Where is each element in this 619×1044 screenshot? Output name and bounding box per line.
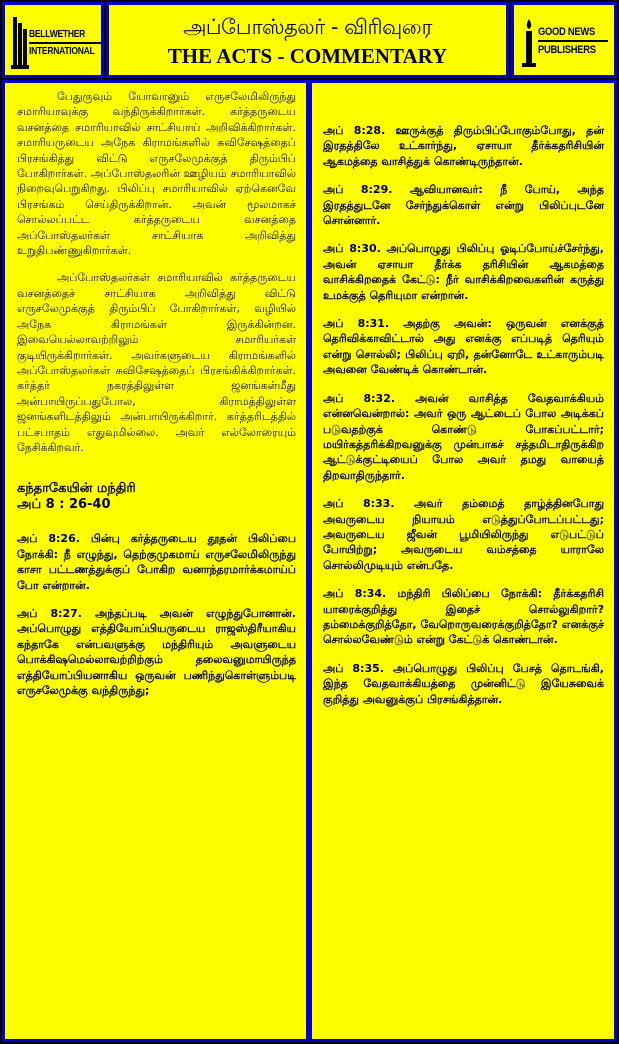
header-title-panel <box>106 2 509 78</box>
logo-rule <box>538 40 608 42</box>
section-title: கந்தாகேயின் மந்திரி <box>17 481 136 497</box>
verse-8-28: அப் 8:28. ஊருக்குத் திரும்பிப்போகும்போது, தன் இரதத்திலே உட்கார்ந்து, ஏசாயா தீர்க்கதரிசியின் ஆகமத்தை வாசித்துக் கொண்டிருந்தான். <box>323 124 604 168</box>
logo-line-1: BELLWETHER <box>29 29 86 40</box>
intro-paragraph-2: அப்போஸ்தலர்கள் சமாரியாவில் கர்த்தருடைய வசனத்தைச் சாட்சியாக அறிவித்து விட்டு எருசலேமுக்குத் திரும்பிப் போகிறார்கள், வழியில் அநேக கிராமங்கள் இருக்கின்றன. இவையெல்லாவற்றிலும் சமாரியர்கள் குடியிருக்கிறார்கள். அவர்களுடைய கிராமங்களில் அப்போஸ்தலர்கள் சுவிசேஷத்தைப் பிரசங்கிக்கிறார்கள். கர்த்தர் நகரத்திலுள்ள ஜனங்கள்மீது அன்பாயிருப்பதுபோல, கிராமத்திலுள்ள ஜனங்களிடத்திலும் அன்பாயிருக்கிறார். கர்த்தரிடத்தில் பட்சபாதம் எதுவுமில்லை. அவர் எல்லோரையும் நேசிக்கிறவர். <box>17 271 296 454</box>
bellwether-logo <box>11 15 101 71</box>
good-news-logo <box>520 15 610 71</box>
building-icon <box>11 15 29 69</box>
verse-8-32: அப் 8:32. அவன் வாசித்த வேதவாக்கியம் என்னவென்றால்: அவர் ஒரு ஆட்டைப் போல அடிக்கப் படுவதற்குக் கொண்டு போகப்பட்டார்; மயிர்கத்தரிக்கிறவனுக்கு முன்பாகச் சத்தமிடாதிருக்கிற ஆட்டுக்குட்டியைப் போல அவர் தமது வாயைத் திறவாதிருந்தார். <box>323 391 604 482</box>
verse-8-27: அப் 8:27. அந்தப்படி அவன் எழுந்துபோனான். அப்பொழுது எத்தியோப்பியருடைய ராஜஸ்திரீயாகிய கந்தாகே என்பவளுக்கு மந்திரியும் அவளுடைய பொக்கிஷமெல்லாவற்றிற்கும் தலைவனுமாயிருந்த எத்தியோப்பியனாகிய ஒருவன் பணிந்துகொள்ளும்படி எருசலேமுக்கு வந்திருந்து; <box>17 606 296 697</box>
logo-line-1: GOOD NEWS <box>538 26 595 38</box>
title-english: THE ACTS - COMMENTARY <box>167 44 448 68</box>
verse-8-31: அப் 8:31. அதற்கு அவன்: ஒருவன் எனக்குத் தெரிவிக்காவிட்டால் அது எனக்கு எப்படித் தெரியும் என்று சொல்லி; பிலிப்பு ஏறி, தன்னோடே உட்காரும்படி அவனை வேண்டிக் கொண்டான். <box>323 317 604 377</box>
section-reference: அப் 8 : 26-40 <box>17 497 111 513</box>
logo-line-2: INTERNATIONAL <box>29 46 95 57</box>
logo-line-2: PUBLISHERS <box>538 44 596 56</box>
verse-8-33: அப் 8:33. அவர் தம்மைத் தாழ்த்தினபோது அவருடைய நியாயம் எடுத்துப்போடப்பட்டது; அவருடைய ஜீவன் பூமியிலிருந்து எடுபட்டுப் போயிற்று; அவருடைய வம்சத்தை யாராலே சொல்லிமுடியும் என்பதே. <box>323 497 604 572</box>
verse-8-29: அப் 8:29. ஆவியானவர்: நீ போய், அந்த இரதத்துடனே சேர்ந்துக்கொள் என்று பிலிப்புடனே சொன்னார். <box>323 183 604 228</box>
left-column <box>2 80 309 1042</box>
bellwether-logo-panel <box>2 2 104 78</box>
verse-8-26: அப் 8:26. பின்பு கர்த்தருடைய தூதன் பிலிப்பை நோக்கி: நீ எழுந்து, தெற்குமுகமாய் எருசலேமிலிருந்து காசா பட்டணத்துக்குப் போகிற வனாந்தரமார்க்கமாய்ப் போ என்றான். <box>17 532 296 592</box>
candle-icon <box>520 15 538 69</box>
logo-rule <box>29 42 101 44</box>
verse-8-34: அப் 8:34. மந்திரி பிலிப்பை நோக்கி: தீர்க்கதரிசி யாரைக்குறித்து இதைச் சொல்லுகிறார்? தம்மைக்குறித்தோ, வேறொருவரைக்குறித்தோ? எனக்குச் சொல்லவேண்டும் என்று கேட்டுக் கொண்டான். <box>323 587 604 647</box>
verse-8-35: அப் 8:35. அப்பொழுது பிலிப்பு பேசத் தொடங்கி, இந்த வேதவாக்கியத்தை முன்னிட்டு இயேசுவைக் குறித்து அவனுக்குப் பிரசங்கித்தான். <box>323 661 604 706</box>
title-tamil: அப்போஸ்தலர் - விரிவுரை <box>183 15 432 39</box>
verse-8-30: அப் 8:30. அப்பொழுது பிலிப்பு ஓடிப்போய்ச்சேர்ந்து, அவன் ஏசாயா தீர்க்க தரிசியின் ஆகமத்தை வாசிக்கிறதைக் கேட்டு: நீர் வாசிக்கிறவைகளின் கருத்து உமக்குத் தெரியுமா என்றான். <box>323 242 604 302</box>
right-column <box>309 80 617 1042</box>
good-news-logo-panel <box>511 2 617 78</box>
intro-paragraph-1: பேதுருவும் யோவானும் எருசலேமிலிருந்து சமாரியாவுக்கு வந்திருக்கிறார்கள். கர்த்தருடைய வசனத்தை சமாரியாவில் சாட்சியாய் அறிவிக்கிறார்கள். சமாரியருடைய அநேக கிராமங்களில் சுவிசேஷத்தைப் பிரசங்கித்து விட்டு எருசலேமுக்குத் திரும்பிப் போகிறார்கள். அப்போஸ்தலரின் ஊழியம் சமாரியாவில் நிறைவுபெறுகிறது. பிலிப்பு சமாரியாவில் ஏற்கெனவே பிரசங்கம் செய்திருக்கிறான். அவன் மூலமாகச் சொல்லப்பட்ட கர்த்தருடைய வசனத்தை அப்போஸ்தலர்கள் சாட்சியாக அறிவித்து உறுதிபண்ணுகிறார்கள். <box>17 90 296 258</box>
